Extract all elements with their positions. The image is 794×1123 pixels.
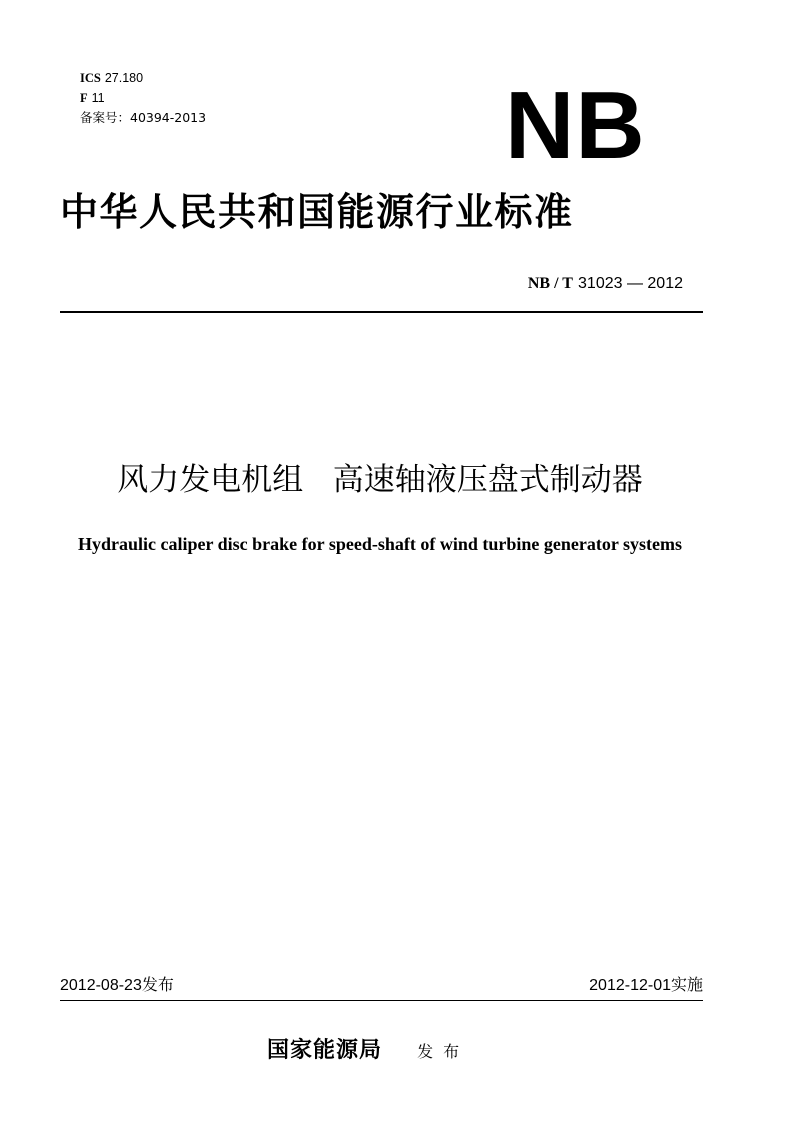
document-title-en: Hydraulic caliper disc brake for speed-shaft of wind turbine generator systems [78,534,682,554]
bottom-divider [60,1000,703,1001]
ics-code: 27.180 [104,71,144,85]
ics-label: ICS [80,71,101,85]
implementation-date-value: 2012-12-01 [589,977,671,994]
issue-action: 发布 [417,1042,470,1061]
release-date [60,974,174,997]
release-date-value: 2012-08-23 [60,977,142,994]
top-divider [60,311,703,313]
issuing-authority: 国家能源局 [267,1037,383,1063]
ccs-code: 11 [91,91,105,105]
document-title-cn: 风力发电机组 高速轴液压盘式制动器 [117,462,643,498]
standard-category-title: 中华人民共和国能源行业标准 [60,190,574,234]
implementation-date [589,974,703,997]
nb-logo: NB [505,72,646,179]
classification-block [80,68,206,128]
standard-prefix: NB / T [527,275,573,292]
filing-number: 备案号：40394-2013 [80,110,207,125]
standard-number [528,272,683,295]
standard-code: 31023 — 2012 [578,275,683,292]
issuer-line [267,1035,469,1067]
implementation-label: 实施 [670,975,703,994]
ccs-label: F [80,91,88,105]
ics-line [80,68,206,88]
ccs-line [80,88,206,108]
release-label: 发布 [141,975,174,994]
